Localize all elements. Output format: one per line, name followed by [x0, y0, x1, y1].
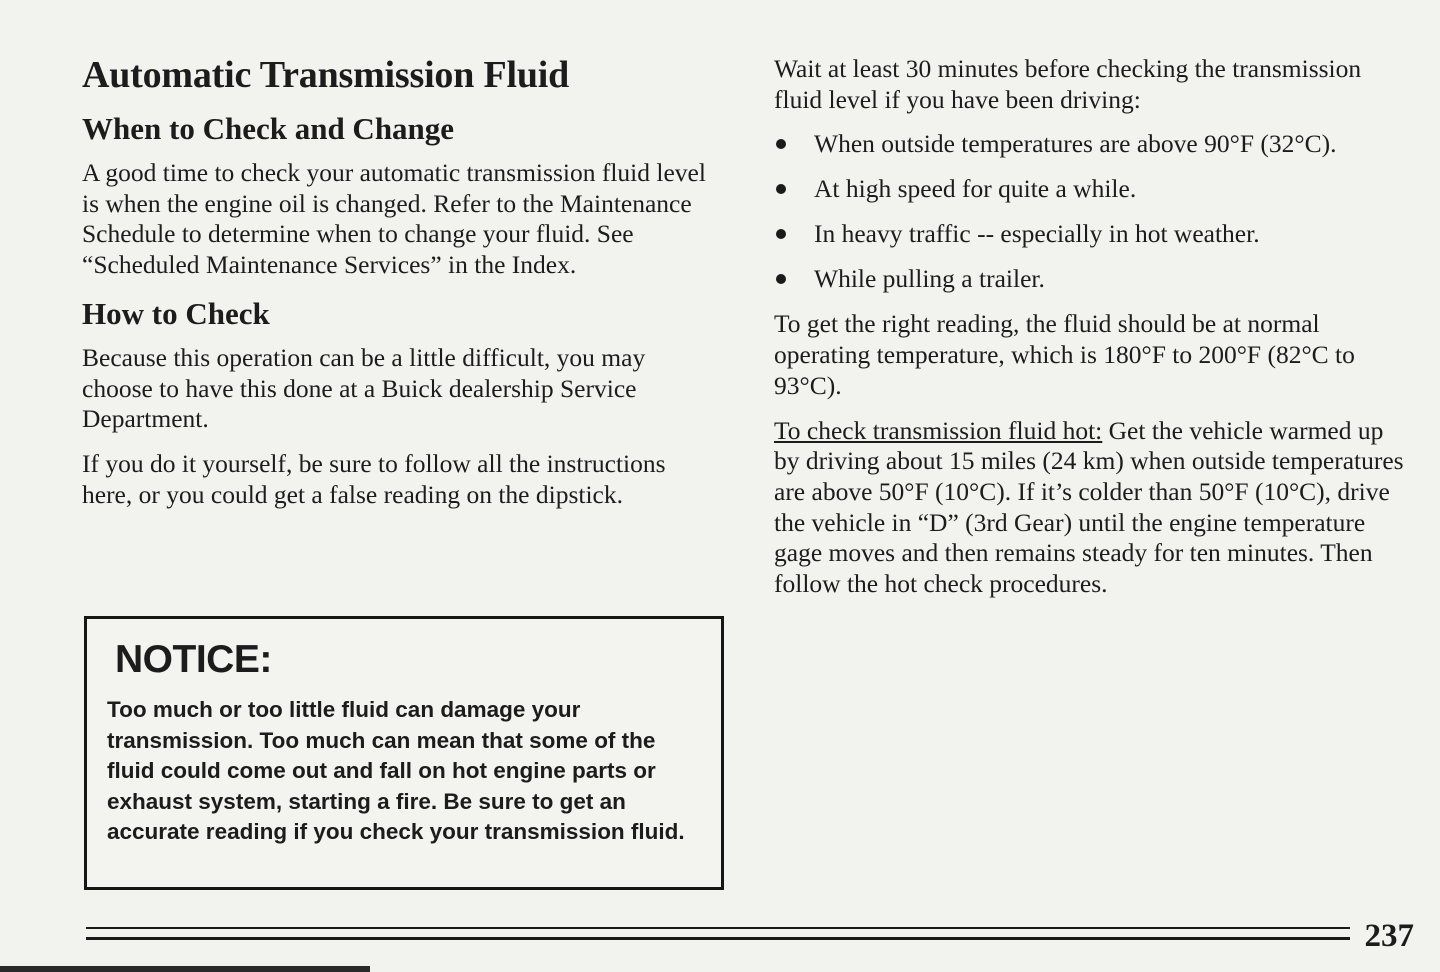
bullet-icon	[776, 229, 786, 239]
operating-temperature-paragraph: To get the right reading, the fluid should be at normal operating temperature, which is 180°F to 200°F (82°C to 93°C).	[774, 309, 1355, 400]
footer-rule-bottom	[86, 937, 1350, 940]
notice-text: Too much or too little fluid can damage your transmission. Too much can mean that some of the fluid could come out and fall on hot engine parts or exhaust system, starting a fire. Be sure to get an accurate reading if you check your transmission fluid.	[107, 697, 685, 844]
hot-check-text: Get the vehicle warmed up by driving about 15 miles (24 km) when outside temperatures are above 50°F (10°C). If it’s colder than 50°F (10°C), drive the vehicle in “D” (3rd Gear) until the engine temperature gage moves and then remains steady for ten minutes. Then follow the hot check procedures.	[774, 415, 1404, 599]
list-item-text: At high speed for quite a while.	[814, 174, 1137, 204]
notice-title: NOTICE:	[115, 638, 272, 681]
bullet-icon	[776, 184, 786, 194]
list-item	[774, 174, 1414, 204]
list-item-text: In heavy traffic -- especially in hot weather.	[814, 219, 1260, 249]
how-to-check-paragraph-2: If you do it yourself, be sure to follow all the instructions here, or you could get a false reading on the dipstick.	[82, 448, 666, 509]
how-to-check-heading: How to Check	[82, 295, 270, 331]
bullet-icon	[776, 274, 786, 284]
page-number: 237	[1364, 918, 1414, 954]
footer-rule-top	[86, 927, 1350, 929]
bullet-icon	[776, 139, 786, 149]
when-to-check-heading: When to Check and Change	[82, 111, 455, 146]
list-item-text: While pulling a trailer.	[814, 264, 1045, 294]
list-item-text: When outside temperatures are above 90°F (32°C).	[814, 129, 1337, 159]
when-to-check-paragraph: A good time to check your automatic transmission fluid level is when the engine oil is changed. Refer to the Maintenance Schedule to determine when to change your fluid. See “Scheduled Maintenance Services” in the Index.	[82, 158, 706, 280]
hot-check-label: To check transmission fluid hot:	[774, 415, 1103, 445]
right-column	[774, 54, 1414, 614]
hot-check-paragraph	[774, 416, 1414, 600]
list-item	[774, 264, 1414, 294]
notice-box	[84, 616, 724, 890]
left-column	[82, 52, 722, 524]
driving-conditions-list	[774, 129, 1414, 294]
list-item	[774, 129, 1414, 159]
wait-intro-paragraph: Wait at least 30 minutes before checking the transmission fluid level if you have been driving:	[774, 54, 1362, 114]
page-edge-shadow	[0, 966, 370, 972]
page-title: Automatic Transmission Fluid	[82, 54, 570, 96]
list-item	[774, 219, 1414, 249]
how-to-check-paragraph-1: Because this operation can be a little difficult, you may choose to have this done at a Buick dealership Service Department.	[82, 342, 646, 434]
